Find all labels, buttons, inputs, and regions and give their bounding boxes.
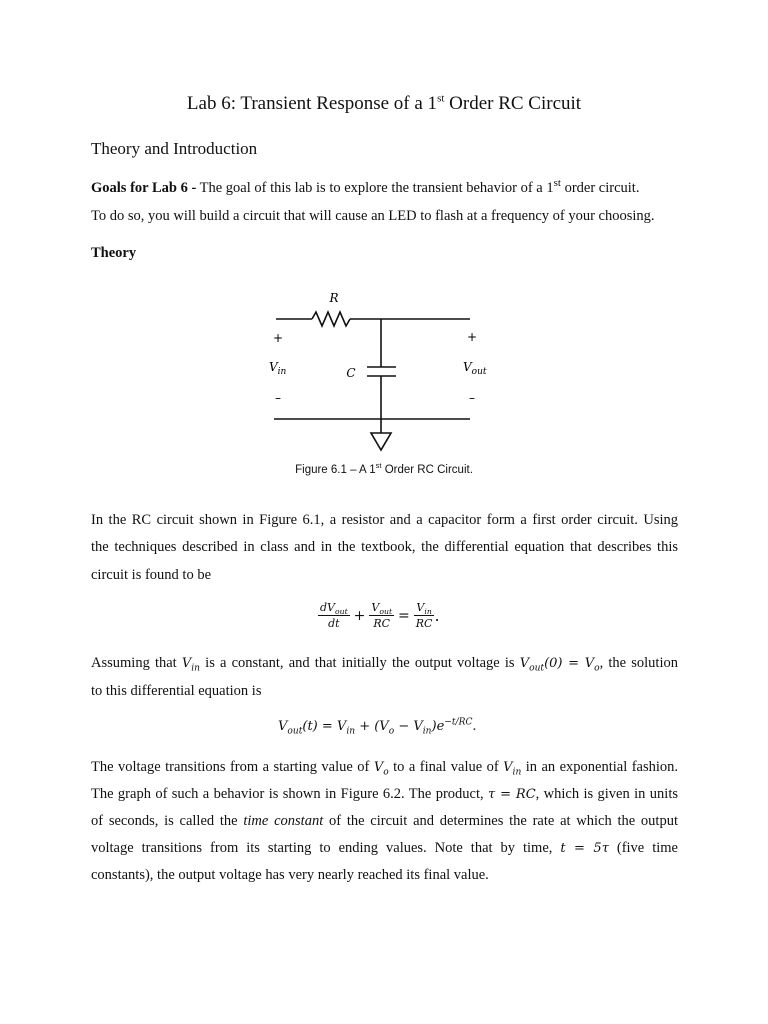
para3-line-4 [91,841,678,856]
para3-text-c: in an exponential fashion. [521,759,679,775]
para3-vin-sub: in [512,767,522,778]
para3-line-1 [91,759,679,778]
para3-tau: τ = RC [488,787,536,802]
label-c: C [346,366,356,380]
para3-l3-b: of the circuit and determines the rate at which the output [323,813,678,829]
goals-text-end: order circuit. [560,180,640,196]
goals-text: The goal of this lab is to explore the transient behavior of a 1 [196,180,554,196]
section-heading: Theory and Introduction [91,139,258,158]
eq2-mid: + (V [355,719,389,734]
para3-vo [373,760,389,778]
caption-text: Figure 6.1 – A 1 [295,464,376,476]
para3-t-5tau: t = 5τ [560,841,609,856]
para2-text-a: Assuming that [91,655,182,671]
theory-heading: Theory [91,245,137,261]
eq2-lhs-main: V [278,719,288,734]
eq2-minus: − V [394,719,423,734]
title-superscript: st [437,92,445,105]
eq2-vin-sub: in [422,726,432,737]
para3-l4-b: (five time [608,840,678,856]
solution-equation [278,717,477,737]
label-r: R [329,291,339,305]
para2-text-c: , the solution [599,655,678,671]
para2-vout-initial [519,656,600,674]
frac2-num [369,601,394,616]
para3-line-2 [91,787,678,802]
para3-line-5: constants), the output voltage has very nearly reached its final value. [91,867,489,883]
para2-vo-sub: o [594,663,600,674]
eq2-lhs-arg: (t) = V [302,719,347,734]
fraction-vout-rc [369,601,394,630]
differential-equation [318,601,440,630]
para3-vo-sub: o [383,767,389,778]
para2-vin-sub: in [191,663,201,674]
fraction-vin-rc [414,601,435,630]
para2-vout-sub: out [529,663,545,674]
para2-line-2: to this differential equation is [91,683,262,699]
para3-time-constant: time constant [243,813,324,829]
frac1-num-main: dV [320,601,335,614]
para2-vout-rest: (0) = V [544,656,595,671]
para1-line-2: the techniques described in class and in the textbook, the differential equation that describes this [91,539,678,555]
para3-text-a: The voltage transitions from a starting value of [91,759,374,775]
para3-text-b: to a final value of [388,759,504,775]
frac3-num-main: V [416,601,425,614]
frac2-num-main: V [371,601,380,614]
para3-l2-b: , which is given in units [535,786,678,802]
vin-plus: + [272,331,284,345]
eq2-term1-sub: in [346,726,356,737]
goals-superscript: st [553,177,561,190]
label-vin-sub: in [277,367,287,377]
ground-icon [371,433,391,450]
para2-line-1 [91,655,678,674]
eq2-end: . [472,719,477,734]
caption-text-end: Order RC Circuit. [381,464,473,476]
vin-minus: – [275,391,281,405]
rc-circuit-diagram [0,0,768,470]
eq1-plus: + [353,607,366,624]
frac3-num [414,601,433,616]
frac1-num-sub: out [335,607,348,617]
para3-l3-a: of seconds, is called the [91,813,244,829]
frac3-den: RC [415,617,433,630]
para2-vin [181,656,201,674]
para3-vo-main: V [373,760,384,775]
fraction-dvout-dt [318,601,350,630]
frac2-num-sub: out [379,607,393,617]
label-vin-main: V [269,360,278,374]
para3-l2-a: The graph of such a behavior is shown in Figure 6.2. The product, [91,786,489,802]
eq2-close: )e [431,719,445,734]
eq2-exponent: −t/RC [444,717,473,728]
para1-line-3: circuit is found to be [91,567,212,583]
para3-l4-a: voltage transitions from its starting to ending values. Note that by time, [91,840,561,856]
resistor-symbol [312,312,350,326]
para2-vout-main: V [519,656,530,671]
vout-minus: – [469,391,475,405]
para1-line-1: In the RC circuit shown in Figure 6.1, a resistor and a capacitor form a first order circuit. Using [91,512,678,528]
eq1-equals: = [398,607,410,624]
para2-text-b: is a constant, and that initially the output voltage is [200,655,520,671]
eq2-vo-sub: o [388,726,395,737]
label-vout-sub: out [471,367,487,377]
label-vout-main: V [463,360,472,374]
para2-vin-main: V [181,656,192,671]
eq2-lhs-sub: out [287,726,303,737]
goals-line-2: To do so, you will build a circuit that will cause an LED to flash at a frequency of your choosing. [91,208,655,224]
figure-caption [0,461,768,476]
frac3-num-sub: in [424,607,432,617]
para3-vin-main: V [503,760,513,775]
title-text-end: Order RC Circuit [444,93,582,114]
eq1-end: . [434,606,440,625]
frac1-num [318,601,350,616]
frac1-den: dt [328,617,340,630]
vout-plus: + [466,330,478,344]
caption-superscript: st [375,461,382,471]
label-vout [463,360,487,377]
frac2-den: RC [373,617,391,630]
para3-vin [503,760,522,778]
para3-line-3 [91,814,678,829]
goals-label: Goals for Lab 6 - [91,180,197,196]
label-vin [269,360,287,377]
title-text: Lab 6: Transient Response of a 1 [186,93,438,114]
